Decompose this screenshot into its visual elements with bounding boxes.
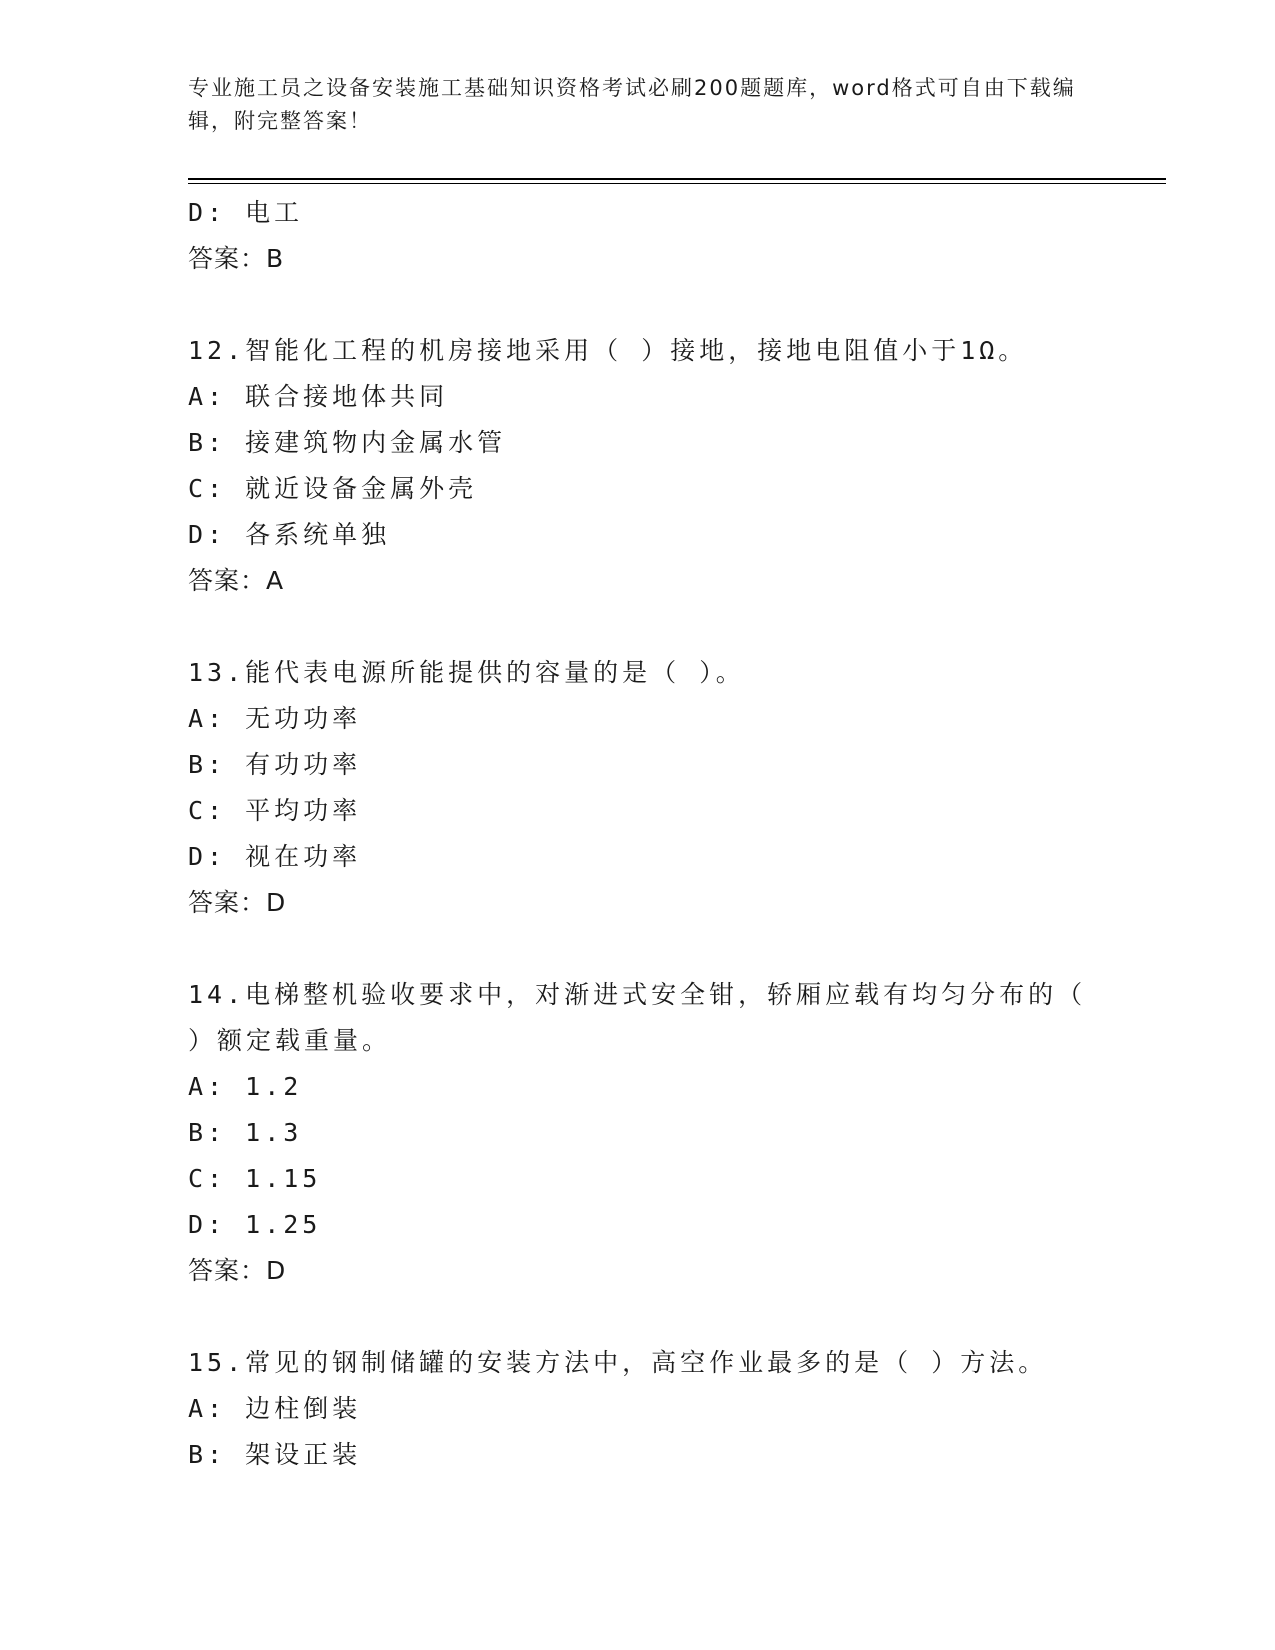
- question-13: [188, 650, 1088, 926]
- option-b: B: 架设正装: [188, 1440, 362, 1469]
- option-b: B: 有功功率: [188, 750, 362, 779]
- question-12: [188, 328, 1088, 604]
- question-list: [188, 190, 1088, 1478]
- option-a: A: 1.2: [188, 1072, 303, 1101]
- option-d: D: 各系统单独: [188, 520, 391, 549]
- option-a: A: 无功功率: [188, 704, 362, 733]
- option-c: C: 平均功率: [188, 796, 362, 825]
- question-15: [188, 1340, 1088, 1478]
- option-a: A: 联合接地体共同: [188, 382, 449, 411]
- option-c: C: 1.15: [188, 1164, 322, 1193]
- header-title: 专业施工员之设备安装施工基础知识资格考试必刷200题题库，word格式可自由下载编辑，附完整答案！: [188, 76, 1076, 133]
- answer: 答案：D: [188, 1256, 287, 1285]
- answer: 答案：A: [188, 566, 285, 595]
- option-b: B: 1.3: [188, 1118, 303, 1147]
- prev-option-d: D: 电工: [188, 198, 304, 227]
- option-b: B: 接建筑物内金属水管: [188, 428, 507, 457]
- option-a: A: 边柱倒装: [188, 1394, 362, 1423]
- prev-answer: 答案：B: [188, 244, 285, 273]
- question-text: 14.电梯整机验收要求中，对渐进式安全钳，轿厢应载有均匀分布的（ ）额定载重量。: [188, 980, 1087, 1055]
- document-header: [188, 72, 1088, 138]
- option-d: D: 1.25: [188, 1210, 322, 1239]
- option-c: C: 就近设备金属外壳: [188, 474, 478, 503]
- answer: 答案：D: [188, 888, 287, 917]
- question-text: 13.能代表电源所能提供的容量的是（ ）。: [188, 658, 745, 687]
- header-divider-thin: [188, 183, 1166, 184]
- option-d: D: 视在功率: [188, 842, 362, 871]
- question-text: 15.常见的钢制储罐的安装方法中，高空作业最多的是（ ）方法。: [188, 1348, 1048, 1377]
- question-text: 12.智能化工程的机房接地采用（ ）接地，接地电阻值小于1Ω。: [188, 336, 1028, 365]
- question-14: [188, 972, 1088, 1294]
- header-divider: [188, 178, 1166, 180]
